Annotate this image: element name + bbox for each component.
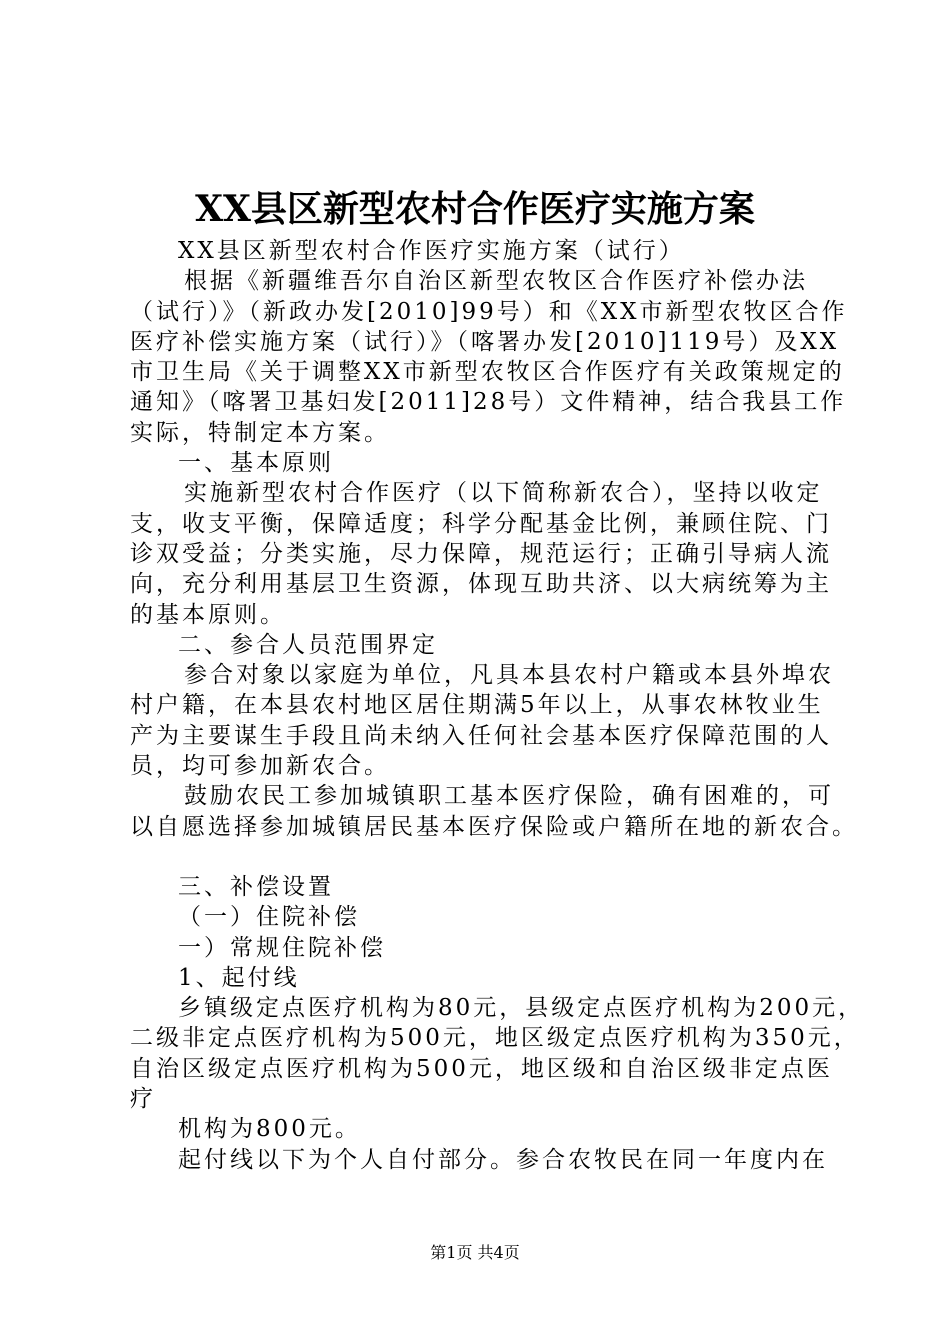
- paragraph-line: 诊双受益；分类实施，尽力保障，规范运行；正确引导病人流: [130, 540, 832, 567]
- paragraph-line: 乡镇级定点医疗机构为80元，县级定点医疗机构为200元，: [178, 995, 865, 1022]
- paragraph-line: （试行）》（新政办发[2010]99号）和《XX市新型农牧区合作: [130, 298, 848, 325]
- paragraph-line: 起付线以下为个人自付部分。参合农牧民在同一年度内在: [178, 1146, 828, 1173]
- paragraph-line: 根据《新疆维吾尔自治区新型农牧区合作医疗补偿办法: [184, 268, 808, 295]
- paragraph-line: 疗: [130, 1086, 156, 1113]
- paragraph-line: 市卫生局《关于调整XX市新型农牧区合作医疗有关政策规定的: [130, 359, 845, 386]
- document-body: [130, 236, 865, 1175]
- paragraph-line: 鼓励农民工参加城镇职工基本医疗保险，确有困难的，可: [184, 783, 834, 810]
- paragraph-line: 医疗补偿实施方案（试行）》（喀署办发[2010]119号）及XX: [130, 328, 840, 355]
- paragraph-line: 实际，特制定本方案。: [130, 419, 390, 446]
- paragraph-line: 的基本原则。: [130, 601, 286, 628]
- paragraph-line: 村户籍，在本县农村地区居住期满5年以上，从事农林牧业生: [130, 692, 824, 719]
- section-heading: 一、基本原则: [178, 450, 334, 477]
- paragraph-line: 支，收支平衡，保障适度；科学分配基金比例，兼顾住院、门: [130, 510, 832, 537]
- paragraph-line: 向，充分利用基层卫生资源，体现互助共济、以大病统筹为主: [130, 571, 832, 598]
- subsection-heading: 一）常规住院补偿: [178, 934, 386, 961]
- paragraph-line: 产为主要谋生手段且尚未纳入任何社会基本医疗保障范围的人: [130, 722, 832, 749]
- item-heading: 1、起付线: [178, 964, 300, 991]
- paragraph-line: 通知》（喀署卫基妇发[2011]28号）文件精神，结合我县工作: [130, 389, 847, 416]
- subtitle-line: XX县区新型农村合作医疗实施方案（试行）: [178, 238, 685, 264]
- paragraph-line: 机构为800元。: [178, 1116, 361, 1143]
- section-heading: 三、补偿设置: [178, 873, 334, 900]
- paragraph-line: 自治区级定点医疗机构为500元，地区级和自治区级非定点医: [130, 1055, 833, 1082]
- paragraph-line: 参合对象以家庭为单位，凡具本县农村户籍或本县外埠农: [184, 662, 834, 689]
- blank-line: [130, 842, 835, 872]
- paragraph-line: 实施新型农村合作医疗（以下简称新农合），坚持以收定: [184, 480, 823, 507]
- subsection-heading: （一）住院补偿: [178, 904, 360, 931]
- paragraph-line: 二级非定点医疗机构为500元，地区级定点医疗机构为350元，: [130, 1025, 860, 1052]
- paragraph-line: 以自愿选择参加城镇居民基本医疗保险或户籍所在地的新农合。: [130, 813, 858, 840]
- paragraph-line: 员，均可参加新农合。: [130, 753, 390, 780]
- section-heading: 二、参合人员范围界定: [178, 631, 438, 658]
- page-number: 第1页 共4页: [430, 1243, 520, 1262]
- document-title: XX县区新型农村合作医疗实施方案: [195, 188, 755, 230]
